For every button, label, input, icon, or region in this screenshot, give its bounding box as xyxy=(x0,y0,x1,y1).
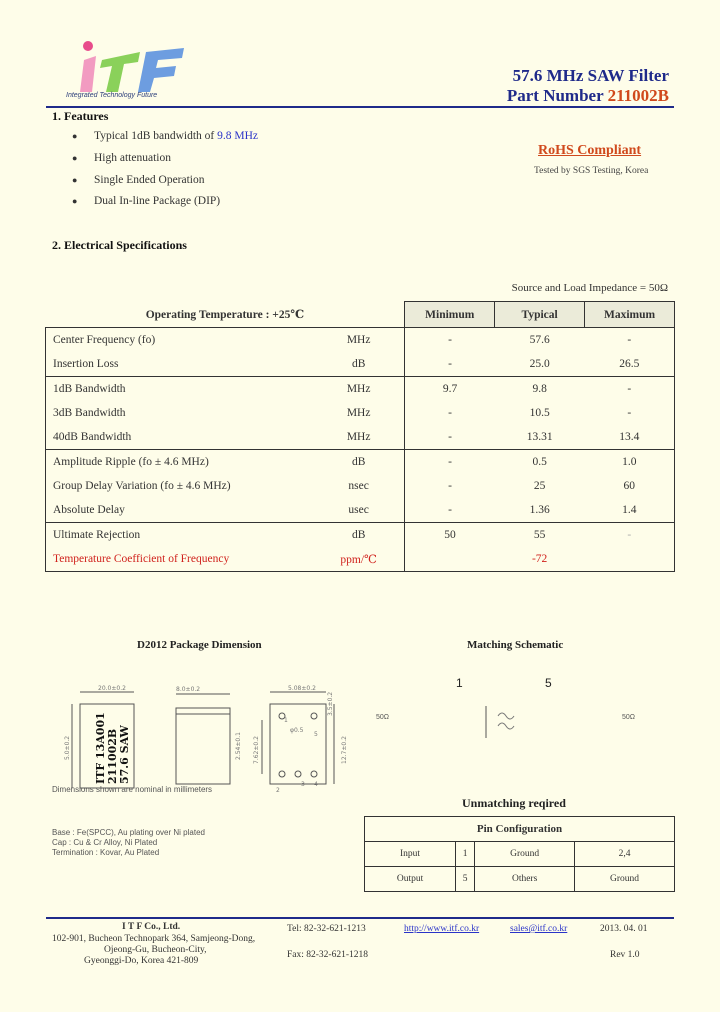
schematic-right-label: 50Ω xyxy=(622,714,636,721)
package-note: Termination : Kovar, Au Plated xyxy=(52,848,160,857)
spec-table xyxy=(45,301,675,572)
feature-item: ● Dual In-line Package (DIP) xyxy=(72,195,221,207)
pin-label: 5 xyxy=(314,731,318,738)
schematic-title: Matching Schematic xyxy=(467,639,564,651)
table-row: Group Delay Variation (fo ± 4.6 MHz) nsec - 25 60 xyxy=(46,474,675,498)
table-row: Output 5 Others Ground xyxy=(365,867,675,892)
pin-config-title: Pin Configuration xyxy=(365,817,675,842)
part-number-line xyxy=(507,86,669,106)
dim-label: φ0.5 xyxy=(290,727,304,734)
pin-label: 3 xyxy=(301,781,305,788)
logo-tagline: Integrated Technology Future xyxy=(66,92,158,99)
doc-rev: Rev 1.0 xyxy=(610,950,640,960)
email-link[interactable]: sales@itf.co.kr xyxy=(510,924,568,934)
dim-label: 20.0±0.2 xyxy=(98,685,126,692)
schematic-pin-out: 5 xyxy=(545,676,552,690)
package-note: Dimensions shown are nominal in millimeters xyxy=(52,785,213,794)
dim-label: 5.08±0.2 xyxy=(288,685,316,692)
schematic-left-label: 50Ω xyxy=(376,714,390,721)
address-line: 102-901, Bucheon Technopark 364, Samjeong-Dong, xyxy=(52,934,256,944)
package-marking-line: ITF 13A001 xyxy=(94,712,107,784)
package-marking-line: 211002B xyxy=(106,728,119,784)
product-title: 57.6 MHz SAW Filter xyxy=(512,66,669,85)
pin-label: 1 xyxy=(284,717,288,724)
dim-label: 2.54±0.1 xyxy=(235,732,242,760)
pin-label: 4 xyxy=(314,781,318,788)
table-row: Input 1 Ground 2,4 xyxy=(365,842,675,867)
table-row: Amplitude Ripple (fo ± 4.6 MHz) dB - 0.5 1.0 xyxy=(46,450,675,475)
feature-item: ● Single Ended Operation xyxy=(72,174,205,186)
rohs-sub: Tested by SGS Testing, Korea xyxy=(534,166,649,176)
rohs-label: RoHS Compliant xyxy=(538,143,642,158)
package-marking-line: 57.6 SAW xyxy=(118,725,131,784)
company-name: I T F Co., Ltd. xyxy=(122,922,181,932)
table-row: 40dB Bandwidth MHz - 13.31 13.4 xyxy=(46,425,675,450)
table-row: Center Frequency (fo) MHz - 57.6 - xyxy=(46,328,675,353)
electrical-heading: 2. Electrical Specifications xyxy=(52,238,187,252)
unmatch-note: Unmatching reqired xyxy=(462,796,566,810)
package-drawing xyxy=(60,680,350,795)
table-row: 3dB Bandwidth MHz - 10.5 - xyxy=(46,401,675,425)
address-line: Gyeonggi-Do, Korea 421-809 xyxy=(84,956,199,966)
col-header: Minimum xyxy=(405,302,495,328)
pin-config-table xyxy=(364,816,675,892)
spec-header-row xyxy=(46,302,675,328)
col-header: Maximum xyxy=(585,302,675,328)
package-title: D2012 Package Dimension xyxy=(137,639,262,651)
header-divider xyxy=(46,106,674,108)
doc-date: 2013. 04. 01 xyxy=(600,924,648,934)
pin-label: 2 xyxy=(276,787,280,794)
features-heading: 1. Features xyxy=(52,109,109,123)
dim-label: 7.62±0.2 xyxy=(253,736,260,764)
part-number-label: Part Number xyxy=(506,86,604,105)
col-header: Typical xyxy=(495,302,585,328)
dim-label: 8.0±0.2 xyxy=(176,686,201,693)
package-note: Base : Fe(SPCC), Au plating over Ni plated xyxy=(52,828,205,837)
schematic-pin-in: 1 xyxy=(456,676,463,690)
dim-label: 3.5±0.2 xyxy=(327,691,334,716)
saw-filter-symbol xyxy=(480,704,530,740)
address-line: Ojeong-Gu, Bucheon-City, xyxy=(104,945,207,955)
feature-item: ● High attenuation xyxy=(72,152,171,164)
package-note: Cap : Cu & Cr Alloy, Ni Plated xyxy=(52,838,158,847)
table-row: 1dB Bandwidth MHz 9.7 9.8 - xyxy=(46,377,675,402)
website-link[interactable]: http://www.itf.co.kr xyxy=(404,924,480,934)
feature-item: ● Typical 1dB bandwidth of 9.8 MHz xyxy=(72,130,259,142)
impedance-note: Source and Load Impedance = 50Ω xyxy=(511,282,668,294)
fax: Fax: 82-32-621-1218 xyxy=(287,950,369,960)
footer-divider xyxy=(46,917,674,919)
part-number: 211002B xyxy=(607,86,669,105)
tel: Tel: 82-32-621-1213 xyxy=(287,924,366,934)
table-row: Temperature Coefficient of Frequency ppm/℃ -72 xyxy=(46,547,675,572)
dim-label: 12.7±0.2 xyxy=(341,736,348,764)
table-row: Ultimate Rejection dB 50 55 - xyxy=(46,523,675,548)
col-header: Operating Temperature : +25℃ xyxy=(46,302,405,328)
table-row: Insertion Loss dB - 25.0 26.5 xyxy=(46,352,675,377)
dim-label: 5.0±0.2 xyxy=(64,735,71,760)
table-row: Absolute Delay usec - 1.36 1.4 xyxy=(46,498,675,523)
